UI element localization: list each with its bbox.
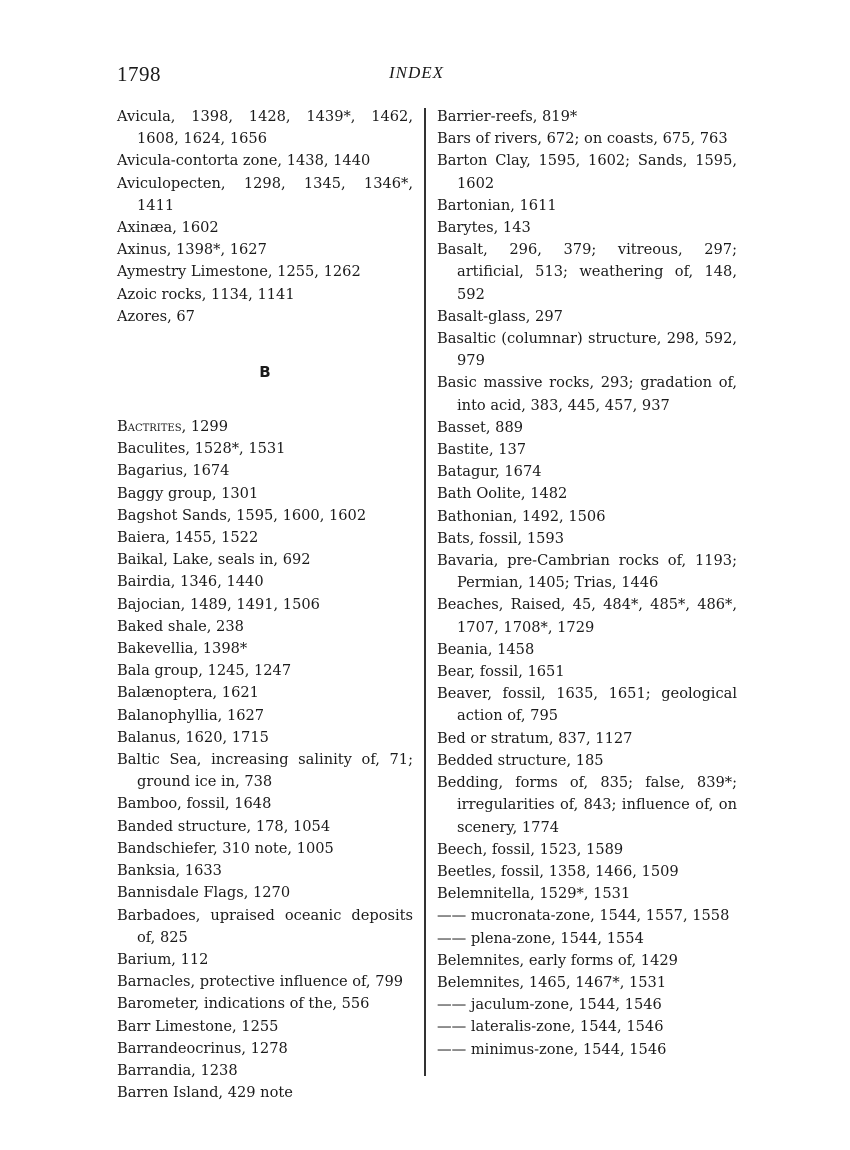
index-entry: Baculites, 1528*, 1531 xyxy=(117,440,286,458)
index-entry: Belemnitella, 1529*, 1531 xyxy=(437,885,631,903)
index-column-left xyxy=(117,106,413,1104)
index-entry: Bars of rivers, 672; on coasts, 675, 763 xyxy=(437,130,728,148)
index-entry: Bandschiefer, 310 note, 1005 xyxy=(117,839,334,857)
index-entry: —— minimus-zone, 1544, 1546 xyxy=(437,1040,667,1058)
index-entry: Bakevellia, 1398* xyxy=(117,640,248,658)
index-entry: Barrier-reefs, 819* xyxy=(437,108,578,125)
index-entry: Beech, fossil, 1523, 1589 xyxy=(437,840,624,858)
index-entry: Bannisdale Flags, 1270 xyxy=(117,884,291,902)
index-entry: Banksia, 1633 xyxy=(117,862,222,880)
index-entry: Bartonian, 1611 xyxy=(437,196,557,214)
index-entry: Basalt-glass, 297 xyxy=(437,307,563,325)
index-entry: Bed or stratum, 837, 1127 xyxy=(437,729,633,747)
index-entry: Bath Oolite, 1482 xyxy=(437,485,568,503)
index-entry: —— mucronata-zone, 1544, 1557, 1558 xyxy=(437,907,730,925)
index-entry: Aviculopecten, 1298, 1345, 1346*, 1411 xyxy=(117,174,413,214)
section-letter: B xyxy=(259,363,271,382)
index-entry: Barium, 112 xyxy=(117,950,209,968)
index-entry: Banded structure, 178, 1054 xyxy=(117,817,331,835)
running-head: INDEX xyxy=(389,63,445,82)
index-entry: Azoic rocks, 1134, 1141 xyxy=(117,285,295,303)
index-entry: Baggy group, 1301 xyxy=(117,484,259,502)
index-entry: Bedded structure, 185 xyxy=(437,751,604,769)
index-column-right xyxy=(437,106,737,1061)
index-entry: Basset, 889 xyxy=(437,418,524,436)
index-entry: Bastite, 137 xyxy=(437,441,527,459)
index-entry: —— jaculum-zone, 1544, 1546 xyxy=(437,996,662,1014)
column-divider xyxy=(424,108,426,1076)
index-entry: Bavaria, pre-Cambrian rocks of, 1193; Permian, 1405; Trias, 1446 xyxy=(437,552,737,592)
index-entry: Baked shale, 238 xyxy=(117,617,244,635)
entries-a xyxy=(117,106,413,328)
entries-b xyxy=(117,416,413,1104)
index-entry: Bathonian, 1492, 1506 xyxy=(437,507,606,525)
index-entry: Barometer, indications of the, 556 xyxy=(117,995,370,1013)
index-entry: —— plena-zone, 1544, 1554 xyxy=(437,929,644,947)
index-entry: Beaver, fossil, 1635, 1651; geological action of, 795 xyxy=(437,685,737,725)
index-entry: Bagarius, 1674 xyxy=(117,462,230,480)
index-entry: Bajocian, 1489, 1491, 1506 xyxy=(117,595,320,613)
index-entry: Azores, 67 xyxy=(117,307,195,325)
index-entry: Basaltic (columnar) structure, 298, 592, 979 xyxy=(437,330,737,370)
index-entry: Belemnites, 1465, 1467*, 1531 xyxy=(437,973,667,991)
page-header xyxy=(117,62,733,90)
index-entry: Barnacles, protective influence of, 799 xyxy=(117,973,404,991)
index-entry: —— lateralis-zone, 1544, 1546 xyxy=(437,1018,664,1036)
index-entry: Bats, fossil, 1593 xyxy=(437,529,564,547)
index-entry: Batagur, 1674 xyxy=(437,463,542,481)
page-number: 1798 xyxy=(117,62,161,86)
index-entry: Bala group, 1245, 1247 xyxy=(117,662,292,680)
index-entry: Balænoptera, 1621 xyxy=(117,684,259,702)
index-entry: Barrandeocrinus, 1278 xyxy=(117,1039,288,1057)
index-entry: Barr Limestone, 1255 xyxy=(117,1017,279,1035)
index-entry: Baiera, 1455, 1522 xyxy=(117,529,259,547)
index-entry: Bedding, forms of, 835; false, 839*; irregularities of, 843; influence of, on scenery, 1774 xyxy=(437,774,737,836)
index-entry: Axinæa, 1602 xyxy=(117,219,219,237)
index-entry: Basic massive rocks, 293; gradation of, into acid, 383, 445, 457, 937 xyxy=(437,374,737,414)
index-entry: Barrandia, 1238 xyxy=(117,1061,238,1079)
index-entry: Barton Clay, 1595, 1602; Sands, 1595, 1602 xyxy=(437,152,737,192)
index-entry: Balanophyllia, 1627 xyxy=(117,706,265,724)
index-entry: Aymestry Limestone, 1255, 1262 xyxy=(117,263,361,281)
index-entry: Baikal, Lake, seals in, 692 xyxy=(117,551,311,569)
index-entry: Belemnites, early forms of, 1429 xyxy=(437,951,678,969)
index-entry: Baltic Sea, increasing salinity of, 71; ground ice in, 738 xyxy=(117,751,413,791)
index-entry: Bamboo, fossil, 1648 xyxy=(117,795,272,813)
index-entry: Bairdia, 1346, 1440 xyxy=(117,573,264,591)
index-entry: Avicula, 1398, 1428, 1439*, 1462, 1608, 1624, 1656 xyxy=(117,108,413,148)
index-entry: Avicula-contorta zone, 1438, 1440 xyxy=(117,152,371,170)
index-entry: Barren Island, 429 note xyxy=(117,1084,293,1102)
index-entry: Bagshot Sands, 1595, 1600, 1602 xyxy=(117,506,367,524)
index-entry: Barytes, 143 xyxy=(437,219,531,237)
index-entry: Axinus, 1398*, 1627 xyxy=(117,241,267,259)
index-entry: Basalt, 296, 379; vitreous, 297; artificial, 513; weathering of, 148, 592 xyxy=(437,241,737,303)
index-entry: Beetles, fossil, 1358, 1466, 1509 xyxy=(437,862,679,880)
index-entry: Beania, 1458 xyxy=(437,640,535,658)
entries-b-continued xyxy=(437,106,737,1061)
index-entry: Barbadoes, upraised oceanic deposits of, 825 xyxy=(117,906,413,946)
index-entry: Bear, fossil, 1651 xyxy=(437,663,565,681)
index-entry: Balanus, 1620, 1715 xyxy=(117,728,269,746)
index-entry: Beaches, Raised, 45, 484*, 485*, 486*, 1707, 1708*, 1729 xyxy=(437,596,737,636)
index-entry: Bactrites, 1299 xyxy=(117,418,228,436)
